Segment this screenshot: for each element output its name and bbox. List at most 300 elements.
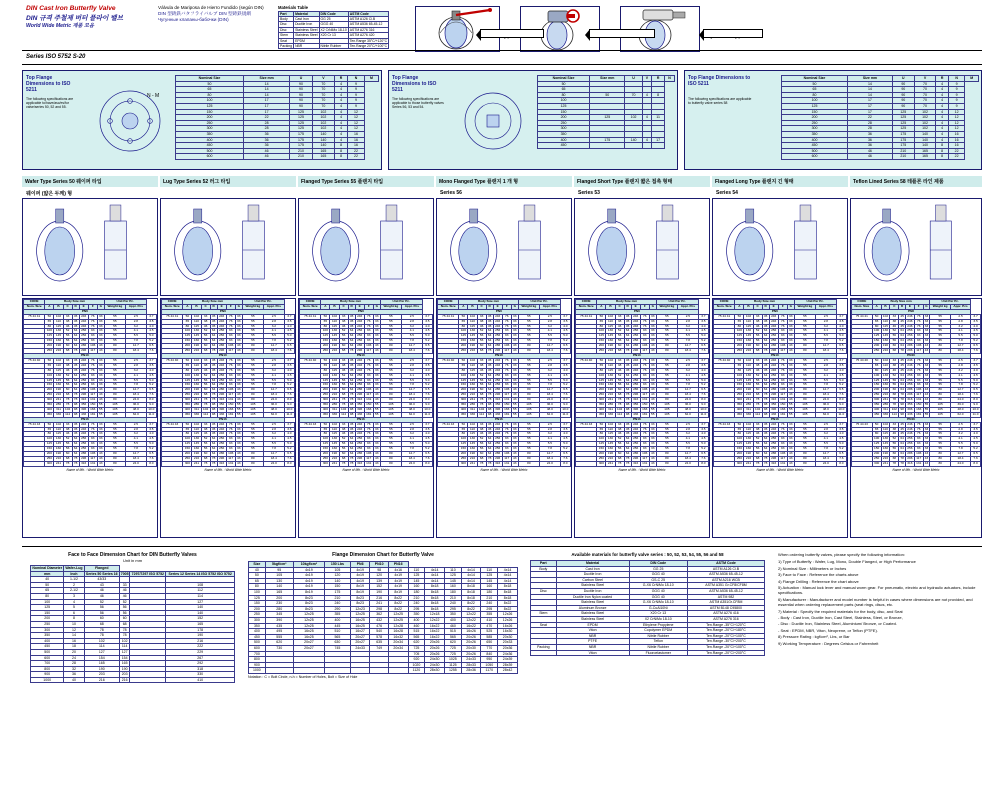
table-cell: 4 [335, 87, 348, 93]
table-cell: 241 [55, 460, 62, 465]
table-cell: 106 [916, 451, 922, 456]
table-cell: 33 [513, 357, 517, 362]
table-cell: 256 [219, 338, 225, 343]
table-cell: 36 [847, 137, 892, 143]
table-cell: 80 [183, 432, 192, 437]
table-cell: 46 [477, 324, 486, 329]
divider-3 [22, 546, 982, 547]
table-cell: 216 [745, 348, 752, 353]
table-cell: 7.6 [560, 457, 570, 462]
table-cell: 160 [607, 338, 614, 343]
table-cell: 246 [907, 421, 913, 426]
table-cell: 6.5 [698, 452, 708, 457]
table-cell: 190 [55, 451, 62, 456]
table-cell: 64 [900, 451, 904, 456]
table-cell: 78 [73, 392, 78, 397]
table-cell: 4x14 [498, 573, 518, 579]
table-cell: 2.8 [264, 427, 285, 432]
type-band-long [712, 176, 848, 187]
table-cell: 80 [104, 344, 125, 349]
table-cell: 78 [625, 348, 630, 353]
table-cell: 4x19 [293, 578, 324, 584]
table-cell: 9 [348, 81, 365, 87]
table-cell: 950 [481, 657, 498, 663]
materials-row [279, 33, 389, 38]
table-cell: 246 [907, 426, 913, 431]
type-subtitle: Series 54 [716, 190, 738, 196]
title-spanish: Válvula de Mariposa de Hierro Fundido (según DIN) [158, 5, 264, 10]
table-cell: 98 [625, 411, 630, 416]
table-cell: Carbon Steel [556, 577, 629, 583]
table-cell: 43 [375, 460, 379, 465]
table-cell: 52 [339, 373, 348, 378]
table-cell: 4.0 [284, 324, 294, 329]
table-cell: G-CuAl10Ni [629, 605, 687, 611]
table-cell: 256 [219, 382, 225, 387]
table-cell: 98 [487, 402, 492, 407]
table-cell: 4.1 [264, 437, 285, 442]
table-cell: 48.0 [540, 407, 561, 412]
table-cell: 5.0 [146, 442, 156, 447]
manufacturer-note: Name of Mfr. : World Wide Metric [756, 467, 804, 472]
table-cell: 216 [469, 456, 476, 460]
table-cell: DIN Code [319, 11, 348, 16]
manufacturer-note: Name of Mfr. : World Wide Metric [618, 467, 666, 472]
table-cell: 50 [872, 314, 881, 319]
table-cell: 7.6 [971, 393, 981, 398]
table-cell: 38 [201, 363, 210, 368]
table-cell: 80 [104, 457, 125, 462]
table-cell: 33 [651, 367, 655, 372]
table-cell: 8x23 [293, 601, 324, 607]
table-cell: 46 [63, 324, 72, 329]
table-cell: 246 [357, 313, 363, 318]
table-cell: 296 [495, 348, 501, 353]
table-cell: 80 [31, 593, 64, 599]
table-cell: 3.7 [698, 358, 708, 363]
table-cell: 200 [322, 343, 328, 348]
table-cell: 80 [459, 432, 468, 437]
table-cell: C [201, 304, 210, 309]
table-cell: 78 [890, 403, 899, 408]
table-cell: 246 [771, 323, 777, 328]
table-cell: 300 [322, 397, 328, 402]
table-cell: 4.5 [836, 373, 846, 378]
table-cell: 43 [651, 387, 655, 392]
table-cell: 20x26 [425, 645, 445, 651]
table-cell: 80 [735, 324, 744, 329]
table-cell: 100 [322, 372, 328, 377]
table-cell: 52 [339, 329, 348, 334]
table-cell: 450 [249, 634, 266, 640]
table-cell: 5.5 [126, 378, 147, 383]
table-cell: 115 [54, 432, 63, 437]
table-cell: 33 [651, 377, 655, 382]
table-cell: 80 [735, 432, 744, 437]
table-cell: 9 [948, 98, 964, 104]
table-cell: 45 [73, 421, 78, 426]
table-cell: 16x22 [425, 623, 445, 629]
table-cell: 160 [607, 382, 614, 387]
table-cell: 7.6 [836, 457, 846, 462]
table-cell: 33 [375, 421, 379, 426]
table-cell: 6.5 [560, 388, 570, 393]
type-band-label: Mono Flanged Type 플랜지 1 개 형 [439, 179, 519, 185]
table-cell: 5.5 [678, 378, 699, 383]
table-cell: 210 [325, 595, 351, 601]
table-cell: 160 [445, 584, 462, 590]
table-cell: 46 [615, 368, 624, 373]
table-cell: 56 [339, 383, 348, 388]
table-cell: 241 [745, 397, 752, 402]
table-cell: 28 [243, 126, 289, 132]
table-cell: 64 [900, 343, 904, 348]
table-cell: 9 [348, 92, 365, 98]
table-cell: 33 [924, 436, 929, 441]
title-korean: DIN 규격 주철제 버터 플라이 밸브 [26, 15, 123, 22]
table-cell: 730 [265, 645, 293, 651]
table-cell: 9 [948, 87, 964, 93]
table-cell: 5.5 [816, 378, 837, 383]
table-cell: 216 [331, 348, 338, 353]
table-cell: 76 [914, 363, 923, 368]
table-cell: 17 [847, 109, 892, 115]
table-cell: 6.5 [422, 344, 432, 349]
table-cell: 38 [890, 363, 899, 368]
table-cell: 55 [99, 411, 103, 416]
spec-header-cell: CODE [162, 300, 183, 305]
table-cell: 78 [211, 348, 216, 353]
table-cell: 98 [625, 406, 630, 411]
table-cell: 8.0 [422, 398, 432, 403]
table-cell: 33 [615, 422, 624, 427]
table-cell: 60 [339, 452, 348, 457]
table-cell: 100 [249, 589, 266, 595]
table-cell: 115 [54, 368, 63, 373]
table-cell: 33 [237, 431, 241, 436]
table-cell: 9.0 [698, 403, 708, 408]
table-cell: 60 [890, 344, 899, 349]
table-cell: 80 [930, 349, 951, 354]
table-cell: 24x30 [425, 662, 445, 668]
table-cell: 33 [237, 446, 241, 451]
table-cell: 246 [907, 362, 913, 367]
table-cell: 246 [81, 357, 87, 362]
table-cell: 24x39 [498, 657, 518, 663]
table-cell: 55 [518, 422, 539, 427]
table-cell: 55 [789, 402, 793, 407]
table-cell: 200 [184, 451, 190, 456]
table-cell: 200 [538, 115, 590, 121]
table-cell: 80 [930, 452, 951, 457]
table-cell: 65 [45, 363, 54, 368]
table-cell: 5.5 [540, 442, 561, 447]
table-cell: ASTM A351Gr.CF8M [687, 600, 764, 606]
table-cell: 350 [184, 402, 190, 407]
table-cell: 16 [948, 143, 964, 149]
table-cell: 3.5 [146, 319, 156, 324]
table-cell: 76 [226, 427, 235, 432]
table-cell: Series 50 Series 16 [85, 571, 118, 576]
table-cell: 160 [193, 382, 200, 387]
table-cell: 166 [90, 406, 96, 411]
table-cell: 150 [598, 382, 604, 387]
table-cell: 8x18 [498, 584, 518, 590]
table-cell: 256 [357, 436, 363, 441]
table-cell: 3.2 [264, 324, 285, 329]
table-cell: 295 [481, 606, 498, 612]
table-cell: 4 [936, 131, 949, 137]
ordering-note-item: 3) Face to Face : Reference the charts above [778, 572, 859, 578]
table-cell [388, 668, 408, 674]
table-cell: 9.0 [836, 403, 846, 408]
table-cell: 16 [348, 131, 365, 137]
type-subtitle: 웨이퍼 (얇은 두께) 형 [26, 191, 73, 197]
table-cell: 250 [736, 392, 742, 397]
table-cell: 80 [242, 457, 263, 462]
table-cell: 246 [633, 357, 639, 362]
table-cell: 64 [211, 377, 216, 382]
table-cell: 600 [176, 154, 244, 160]
table-cell: 33 [237, 323, 241, 328]
table-cell: 55 [794, 383, 815, 388]
table-cell: 55 [380, 368, 401, 373]
table-cell: 11.0 [146, 412, 156, 417]
table-cell: 4.1 [126, 329, 147, 334]
table-cell: 115 [606, 324, 615, 329]
table-cell: 43 [237, 343, 241, 348]
table-cell: B [54, 304, 63, 309]
table-cell: 145 [408, 578, 425, 584]
table-cell: 33 [789, 441, 793, 446]
table-cell: 93 [88, 437, 97, 442]
table-cell: 12x22 [425, 617, 445, 623]
table-cell: 33 [237, 328, 241, 333]
table-cell: 93 [364, 442, 373, 447]
spec-pn-label: PN16 [714, 417, 837, 422]
table-cell: 105 [930, 412, 951, 417]
table-cell: 78 [477, 398, 486, 403]
table-cell: 33 [237, 338, 241, 343]
table-cell: 3.2 [402, 324, 423, 329]
table-cell: 210 [892, 154, 914, 160]
table-cell: Part [279, 11, 294, 16]
table-cell: Stem [279, 33, 294, 38]
table-cell: 241 [331, 397, 338, 402]
table-cell: 190 [469, 387, 476, 392]
table-cell: 55 [242, 447, 263, 452]
table-cell: 43 [375, 387, 379, 392]
table-cell: 64 [211, 446, 216, 451]
table-cell: 256 [219, 377, 225, 382]
table-cell: 578 [370, 634, 388, 640]
table-cell: 250 [249, 612, 266, 618]
table-cell: 100 [538, 98, 590, 104]
table-cell: 52 [753, 437, 762, 442]
table-cell: 64 [625, 333, 630, 338]
table-cell: ASTM A276 316 [348, 27, 388, 32]
table-cell: 45 [487, 318, 492, 323]
table-cell: 65 [183, 427, 192, 432]
table-cell: 2.5 [950, 422, 970, 427]
table-cell: 55 [104, 339, 125, 344]
table-cell: 55 [930, 314, 951, 319]
table-cell: 286 [907, 387, 913, 392]
table-cell: 55 [104, 363, 125, 368]
table-cell: 16x28 [388, 629, 408, 635]
table-cell: 175 [892, 143, 914, 149]
table-cell: 9 [948, 81, 964, 87]
table-cell: 64 [211, 451, 216, 456]
table-cell: 4.1 [264, 329, 285, 334]
table-cell: 76 [226, 363, 235, 368]
table-cell: 43 [651, 397, 655, 402]
table-cell: 356 [633, 402, 639, 407]
table-cell: 256 [771, 436, 777, 441]
table-cell: 300 [184, 397, 190, 402]
table-cell: 396 [495, 406, 501, 411]
table-cell: 256 [81, 446, 87, 451]
table-cell: 125 [46, 377, 52, 382]
table-cell: 98 [211, 406, 216, 411]
table-cell: 4x16 [388, 567, 408, 573]
table-cell: 396 [907, 406, 913, 411]
table-cell: 76 [778, 324, 787, 329]
table-cell: 350 [322, 402, 328, 407]
table-cell: 20x30 [498, 634, 518, 640]
table-cell: Appr. Pcs [540, 304, 561, 309]
table-cell: F [502, 304, 511, 309]
table-cell: 145 [745, 377, 752, 382]
table-cell: 286 [495, 343, 501, 348]
table-cell: 286 [495, 387, 501, 392]
table-cell: 64 [763, 446, 768, 451]
table-cell: 78 [477, 403, 486, 408]
table-cell: 46 [243, 148, 289, 154]
table-cell: 130 [265, 578, 293, 584]
table-cell: 246 [357, 362, 363, 367]
table-cell: 55 [794, 447, 815, 452]
table-cell: 48.0 [950, 407, 970, 412]
table-cell: 131 [916, 460, 922, 465]
table-cell: 3.2 [678, 324, 699, 329]
table-cell: 98 [763, 411, 768, 416]
table-cell: 80 [930, 398, 951, 403]
table-cell: 316 [495, 397, 501, 402]
table-cell: 250 [322, 392, 328, 397]
table-cell: 100 [46, 436, 52, 441]
table-cell: 55 [242, 442, 263, 447]
table-cell: 55 [789, 411, 793, 416]
ordering-note-item: - Body : Cast Iron, Ductile Iron, Cast Steel, Stainless, Steel, or Bronze, [778, 615, 903, 621]
table-cell: 38 [615, 319, 624, 324]
table-cell: 295 [445, 606, 462, 612]
availmat-row [531, 650, 765, 656]
table-cell: 241 [745, 460, 752, 465]
table-cell: 33 [375, 367, 379, 372]
table-cell: 98 [370, 567, 388, 573]
table-cell: 246 [81, 431, 87, 436]
table-cell: 56 [63, 378, 72, 383]
spec-pn-label: PN16 [576, 417, 699, 422]
table-cell: 76 [502, 319, 511, 324]
title-japanese: DIN 型鋳鉄バタフライバルブ DIN 型鋳鉄規網 [158, 11, 251, 17]
table-cell: 46 [63, 432, 72, 437]
table-cell: 93 [88, 334, 97, 339]
table-cell: 2.5 [126, 358, 147, 363]
table-cell: 43/33 [84, 577, 119, 583]
table-cell: 145 [745, 441, 752, 446]
table-cell: 45 [211, 367, 216, 372]
table-cell: Seat [279, 38, 294, 43]
table-cell: 75 44 41 [852, 314, 873, 319]
table-cell: 200 [460, 343, 466, 348]
flange-row [782, 154, 979, 160]
flange-title-1: Top Flange Dimensions to ISO 5211 [26, 75, 71, 93]
table-cell: 286 [81, 387, 87, 392]
table-cell: 3.5 [836, 319, 846, 324]
table-cell: 56 [890, 442, 899, 447]
spec-pn-label: PN10 [24, 353, 147, 358]
table-cell: 22 [847, 115, 892, 121]
table-cell: 8x18 [498, 595, 518, 601]
table-cell: 55 [242, 437, 263, 442]
table-cell: 4x14 [461, 567, 481, 573]
table-cell: 33 [789, 357, 793, 362]
table-cell: 64 [211, 328, 216, 333]
table-cell: 256 [907, 328, 913, 333]
table-cell: 55 [930, 329, 951, 334]
table-cell: 8x19 [350, 584, 370, 590]
table-cell: 125 [590, 115, 625, 121]
table-cell: 68 [753, 393, 762, 398]
table-cell: 105 [656, 403, 677, 408]
table-cell: 250 [176, 120, 244, 126]
table-cell: 246 [357, 357, 363, 362]
table-cell: 175 [590, 137, 625, 143]
table-cell: 36 [64, 672, 84, 678]
table-cell: 12.7 [264, 452, 285, 457]
table-cell: 55 [513, 406, 517, 411]
table-cell: 745 [325, 645, 351, 651]
table-cell: C [615, 304, 624, 309]
table-cell [438, 461, 459, 466]
table-cell: 93 [640, 378, 649, 383]
table-cell: 5.0 [971, 334, 981, 339]
table-cell [350, 668, 370, 674]
table-cell: 16x22 [461, 623, 481, 629]
table-cell: 93 [914, 383, 923, 388]
table-cell: 9 [348, 98, 365, 104]
table-cell: ASTM A126 Cl.B [687, 566, 764, 572]
table-cell: 100 [736, 372, 742, 377]
table-cell: 78 [211, 456, 216, 460]
table-cell: 64 [487, 387, 492, 392]
table-cell: 80 [794, 398, 815, 403]
table-cell: 2.8 [950, 363, 970, 368]
table-cell: 62.0 [264, 412, 285, 417]
table-cell: 800 [249, 657, 266, 663]
table-cell: 43 [237, 392, 241, 397]
table-cell [130, 677, 166, 683]
table-cell: 3.2 [816, 324, 837, 329]
table-cell: 55 [242, 324, 263, 329]
table-cell: 140 [166, 605, 235, 611]
table-cell: 160 [745, 382, 752, 387]
table-cell: 267 [166, 655, 235, 661]
table-cell: 106 [90, 451, 96, 456]
table-cell: 311 [192, 407, 201, 412]
